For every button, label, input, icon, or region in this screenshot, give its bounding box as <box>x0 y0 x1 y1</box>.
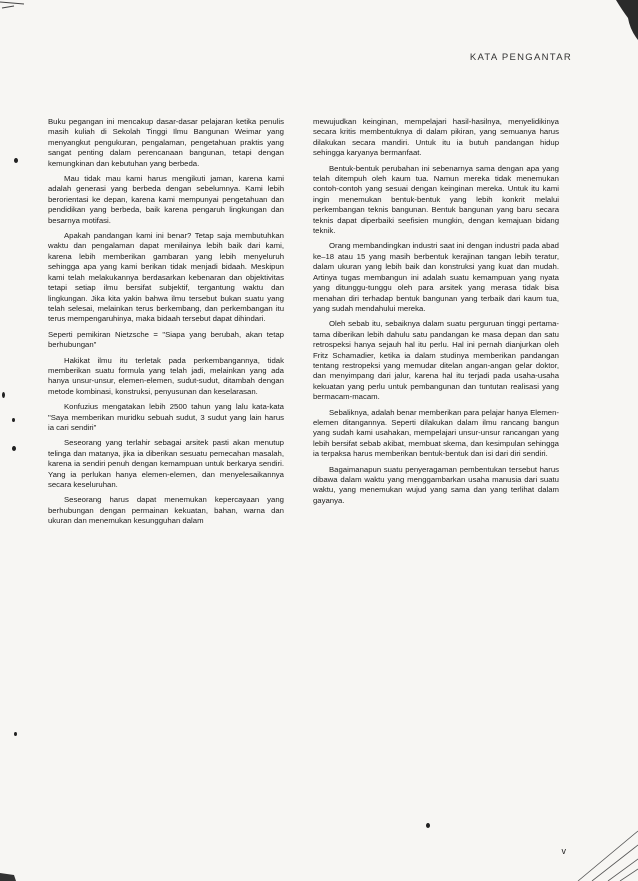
paragraph: Bentuk-bentuk perubahan ini sebenarnya sama dengan apa yang telah ditempuh oleh kaum tua. Namun mereka tidak menemukan contoh-contoh yang sesuai dengan keinginan mereka. Untuk itu kami ingin menemukan bentuk-bentuk yang lebih konkrit melalui perkembangan teknis bangunan. Bentuk bangunan yang baru secara teknis dapat diperbaiki seefisien mungkin, dengan kemajuan bidang teknik. <box>313 163 559 236</box>
scan-artifact-bottom-right <box>568 821 638 881</box>
paragraph: Seperti pemikiran Nietzsche = "Siapa yang berubah, akan tetap berhubungan" <box>48 329 284 350</box>
margin-dot <box>12 446 16 451</box>
right-text-column <box>313 117 559 511</box>
page-number: v <box>561 846 566 856</box>
scan-artifact-bottom-left <box>0 869 22 881</box>
paragraph: Orang membandingkan industri saat ini dengan industri pada abad ke–18 atau 15 yang masih berbentuk kerajinan tangan lebih teratur, dalam ukuran yang lebih baik dan konstruksi yang kuat dan mudah. Artinya tugas membangun ini adalah suatu kemampuan yang nyata yang ditunggu-tunggu oleh para arsitek yang merasa tidak bisa menahan diri terhadap bentuk bangunan yang terbaik dari kaum tua, yang sudah mendahului mereka. <box>313 241 559 313</box>
margin-dot <box>14 158 18 163</box>
paragraph: Sebaliknya, adalah benar memberikan para pelajar hanya Elemen-elemen ditangannya. Seperti dilakukan dalam ilmu rancang bangun yang sudah kami usahakan, mempelajari unsur-unsur rancangan yang lebih bersifat sebab akibat, membuat skema, dan kesimpulan sehingga ia terpaksa harus memberikan bentuk-bentuk dan isi dari diri sendiri. <box>313 407 559 459</box>
paragraph: Hakikat ilmu itu terletak pada perkembangannya, tidak memberikan suatu formula yang telah jadi, melainkan yang ada hanya unsur-unsur, elemen-elemen, sudut-sudut, ditambah dengan metode kombinasi, konstruksi, penyusunan dan keselarasan. <box>48 355 284 396</box>
margin-dot <box>426 823 430 828</box>
page-header-title: KATA PENGANTAR <box>469 52 572 63</box>
paragraph: Seseorang harus dapat menemukan kepercayaan yang berhubungan dengan permainan kekuatan, bahan, warna dan ukuran dan menemukan kesungguhan dalam <box>48 495 284 526</box>
paragraph: Seseorang yang terlahir sebagai arsitek pasti akan menutup telinga dan matanya, jika ia diberikan sesuatu pemecahan masalah, karena ia sendiri penuh dengan kemampuan untuk berkarya sendiri. Yang ia perlukan hanya elemen-elemen, dan menyelesaikannya secara keseluruhan. <box>48 438 284 489</box>
paragraph: Bagaimanapun suatu penyeragaman pembentukan tersebut harus dibawa dalam waktu yang menggambarkan usaha manusia dari suatu waktu, yang menemukan wujud yang sama dan yang terlihat dalam gayanya. <box>313 464 559 505</box>
paragraph: Mau tidak mau kami harus mengikuti jaman, karena kami adalah generasi yang berbeda dengan sebelumnya. Kami lebih berorientasi ke depan, karena kami mempunyai pengetahuan dan pendidikan yang berbeda, baik karena pengaruh lingkungan dan besarnya motifasi. <box>48 174 284 225</box>
left-text-column <box>48 117 284 532</box>
scan-artifact-top-left <box>0 0 26 16</box>
paragraph: Konfuzius mengatakan lebih 2500 tahun yang lalu kata-kata "Saya memberikan muridku sebuah sudut, 3 sudut yang lain harus ia cari sendiri" <box>48 402 284 432</box>
paragraph: mewujudkan keinginan, mempelajari hasil-hasilnya, menyelidikinya secara kritis membentuknya di dalam pikiran, yang semuanya harus dilakukan secara mandiri. Untuk itu ia butuh pandangan hidup sehingga karyanya bermanfaat. <box>313 117 559 158</box>
paragraph: Buku pegangan ini mencakup dasar-dasar pelajaran ketika penulis masih kuliah di Sekolah Tinggi Ilmu Bangunan Weimar yang menyangkut pengukuran, pengalaman, pengetahuan praktis yang sangat penting dalam perencanaan bangunan, tetapi dengan kemungkinan dan kebutuhan yang berbeda. <box>48 117 284 168</box>
margin-dot <box>2 392 5 398</box>
scan-artifact-top-right <box>608 0 638 40</box>
margin-dot <box>14 732 17 736</box>
paragraph: Apakah pandangan kami ini benar? Tetap saja membutuhkan waktu dan pengalaman dapat menilainya lebih baik dari kami, karena lebih memberikan gambaran yang lebih menyeluruh sehingga apa yang kami berikan tidak menjadi bidaah. Meskipun kami telah melakukannya berdasarkan kebenaran dan objektivitas tetapi setiap ilmu bersifat subjektif, tergantung waktu dan lingkungan. Jika kita yakin bahwa ilmu tersebut bukan suatu yang telah selesai, melainkan terus berkembang, dan perkembangan itu terus mempengaruhinya, maka bidaah tersebut dapat dihindari. <box>48 231 284 324</box>
margin-dot <box>12 418 15 422</box>
paragraph: Oleh sebab itu, sebaiknya dalam suatu perguruan tinggi pertama-tama diberikan lebih dahulu satu pandangan ke masa depan dan satu retrospeksi hanya sejauh hal itu perlu. Hal ini pernah dianjurkan oleh Fritz Schamadier, ketika ia dalam studinya memberikan pandangan tentang restropeksi yang memudar ditelan angan-angan gelar doktor, dan menyimpang dari jalur, karena hal itu terjadi pada usaha-usaha kekuatan yang perlu untuk pembangunan dan tuntutan realisasi yang bermacam-macam. <box>313 319 559 402</box>
